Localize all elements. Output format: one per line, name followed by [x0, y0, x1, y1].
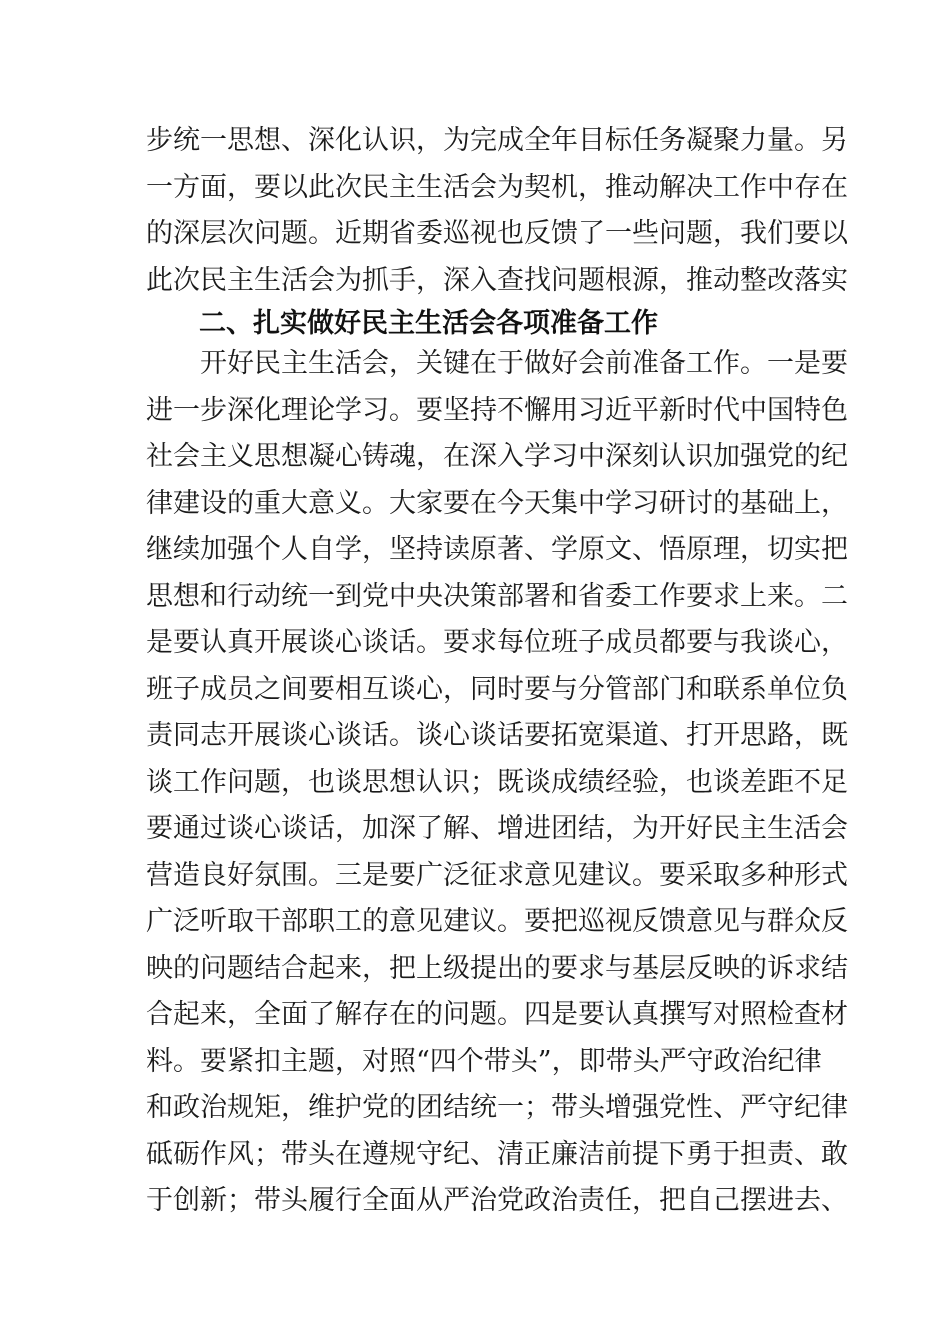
text-line: 步统一思想、深化认识，为完成全年目标任务凝聚力量。另: [146, 125, 848, 156]
text-line: 映的问题结合起来，把上级提出的要求与基层反映的诉求结: [146, 952, 848, 984]
text-line: 是要认真开展谈心谈话。要求每位班子成员都要与我谈心，: [146, 627, 848, 658]
text-line: 思想和行动统一到党中央决策部署和省委工作要求上来。二: [146, 580, 848, 612]
paragraph-continuation: [146, 118, 848, 304]
text-line: 一方面，要以此次民主生活会为契机，推动解决工作中存在: [146, 171, 848, 203]
text-line: 律建设的重大意义。大家要在今天集中学习研讨的基础上，: [146, 487, 848, 519]
text-line: 的深层次问题。近期省委巡视也反馈了一些问题，我们要以: [146, 218, 848, 249]
paragraph-main: [146, 341, 848, 1225]
text-line: 合起来，全面了解存在的问题。四是要认真撰写对照检查材: [146, 999, 848, 1030]
text-line: 于创新；带头履行全面从严治党政治责任，把自己摆进去、: [146, 1185, 848, 1216]
text-line: 料。要紧扣主题，对照“四个带头”，即带头严守政治纪律: [146, 1045, 822, 1077]
text-line: 此次民主生活会为抓手，深入查找问题根源，推动整改落实: [146, 264, 848, 296]
section-heading: 二、扎实做好民主生活会各项准备工作: [199, 308, 658, 339]
text-line: 开好民主生活会，关键在于做好会前准备工作。一是要: [200, 348, 848, 379]
text-line: 社会主义思想凝心铸魂，在深入学习中深刻认识加强党的纪: [146, 441, 848, 472]
text-line: 班子成员之间要相互谈心，同时要与分管部门和联系单位负: [146, 673, 848, 705]
text-line: 砥砺作风；带头在遵规守纪、清正廉洁前提下勇于担责、敢: [146, 1138, 848, 1170]
text-line: 继续加强个人自学，坚持读原著、学原文、悟原理，切实把: [146, 534, 848, 565]
text-line: 进一步深化理论学习。要坚持不懈用习近平新时代中国特色: [146, 394, 848, 426]
text-line: 营造良好氛围。三是要广泛征求意见建议。要采取多种形式: [146, 859, 848, 891]
text-line: 责同志开展谈心谈话。谈心谈话要拓宽渠道、打开思路，既: [146, 720, 848, 751]
text-line: 谈工作问题，也谈思想认识；既谈成绩经验，也谈差距不足: [146, 766, 848, 798]
text-line: 要通过谈心谈话，加深了解、增进团结，为开好民主生活会: [146, 813, 848, 844]
text-line: 广泛听取干部职工的意见建议。要把巡视反馈意见与群众反: [146, 906, 848, 937]
text-line: 和政治规矩，维护党的团结统一；带头增强党性、严守纪律: [146, 1092, 848, 1123]
